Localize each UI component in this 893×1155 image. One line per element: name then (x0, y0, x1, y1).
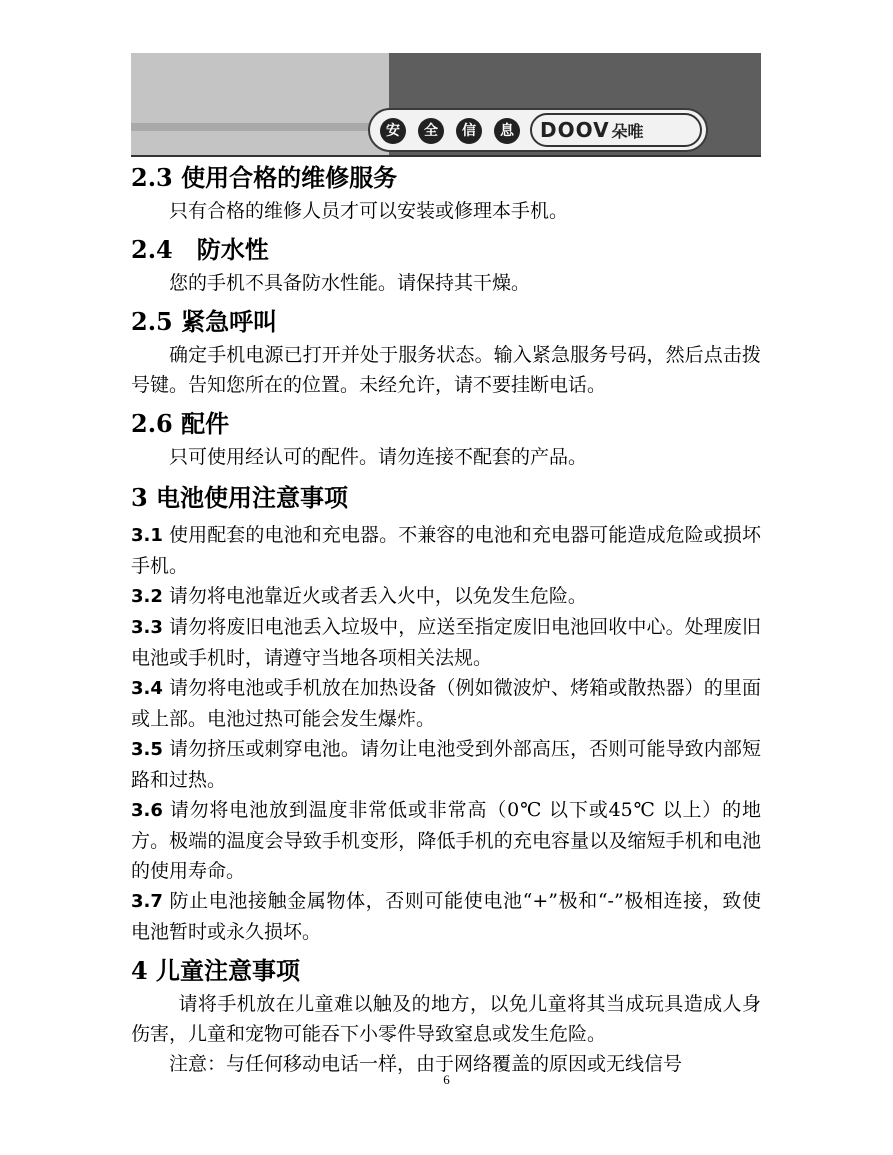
section-2-6-title: 2.6 配件 (131, 409, 230, 438)
badge-char-4: 息 (494, 118, 520, 144)
list-item (131, 886, 761, 947)
item-text: 防止电池接触金属物体，否则可能使电池“+”极和“-”极相连接，致使电池暂时或永久损坏。 (131, 890, 761, 943)
badge-char-3: 信 (456, 118, 482, 144)
section-2-4-title: 2.4 防水性 (131, 235, 269, 264)
brand-logo-box (530, 113, 702, 147)
item-number: 3.7 (131, 891, 163, 912)
badge-char-2: 全 (418, 118, 444, 144)
brand-logo: DOOV (540, 118, 610, 142)
item-text: 请勿挤压或刺穿电池。请勿让电池受到外部高压，否则可能导致内部短路和过热。 (131, 738, 761, 791)
item-text: 请勿将电池放到温度非常低或非常高（0℃ 以下或45℃ 以上）的地方。极端的温度会导致手机变形，降低手机的充电容量以及缩短手机和电池的使用寿命。 (131, 799, 761, 882)
brand-name-cn: 朵唯 (611, 121, 644, 141)
section-2-5-text: 确定手机电源已打开并处于服务状态。输入紧急服务号码，然后点击拨号键。告知您所在的位置。未经允许，请不要挂断电话。 (131, 344, 761, 396)
item-number: 3.3 (131, 617, 163, 638)
list-item (131, 581, 761, 612)
list-item (131, 734, 761, 795)
item-number: 3.4 (131, 678, 163, 699)
item-number: 3.2 (131, 586, 163, 607)
page-number: 6 (443, 1072, 450, 1087)
section-3-title: 3 电池使用注意事项 (131, 483, 349, 512)
item-text: 请勿将废旧电池丢入垃圾中，应送至指定废旧电池回收中心。处理废旧电池或手机时，请遵守当地各项相关法规。 (131, 616, 761, 669)
header-light-panel (131, 53, 391, 157)
item-number: 3.6 (131, 800, 163, 821)
list-item (131, 673, 761, 734)
list-item (131, 612, 761, 673)
section-2-4-text: 您的手机不具备防水性能。请保持其干燥。 (169, 272, 531, 294)
list-item (131, 795, 761, 886)
header-stripe (131, 123, 391, 131)
section-4-text: 请将手机放在儿童难以触及的地方，以免儿童将其当成玩具造成人身伤害，儿童和宠物可能吞下小零件导致窒息或发生危险。 (131, 993, 761, 1045)
section-2-3-text: 只有合格的维修人员才可以安装或修理本手机。 (169, 200, 569, 222)
section-4-title: 4 儿童注意事项 (131, 956, 301, 985)
badge-char-1: 安 (380, 118, 406, 144)
header-divider (131, 155, 761, 157)
page-content (131, 160, 761, 1079)
item-text: 请勿将电池靠近火或者丢入火中，以免发生危险。 (168, 585, 587, 607)
item-text: 请勿将电池或手机放在加热设备（例如微波炉、烤箱或散热器）的里面或上部。电池过热可能会发生爆炸。 (131, 677, 761, 730)
section-2-3-title: 2.3 使用合格的维修服务 (131, 163, 398, 192)
section-4-note: 注意：与任何移动电话一样，由于网络覆盖的原因或无线信号 (169, 1053, 683, 1075)
item-number: 3.5 (131, 739, 163, 760)
item-text: 使用配套的电池和充电器。不兼容的电池和充电器可能造成危险或损坏手机。 (131, 524, 761, 577)
item-number: 3.1 (131, 525, 163, 546)
list-item (131, 520, 761, 581)
section-2-6-text: 只可使用经认可的配件。请勿连接不配套的产品。 (169, 446, 588, 468)
section-2-5-title: 2.5 紧急呼叫 (131, 307, 278, 336)
